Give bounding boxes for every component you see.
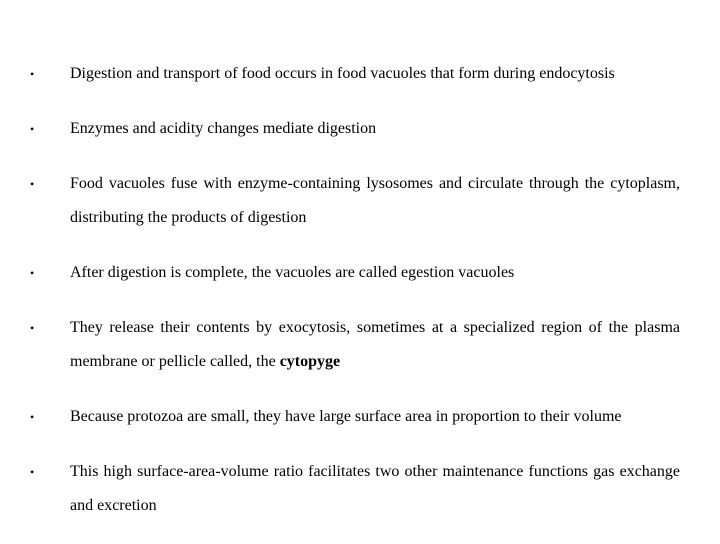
bullet-text: This high surface-area-volume ratio facilitates two other maintenance functions gas exchange and excretion: [70, 463, 680, 514]
list-item: [30, 256, 680, 290]
bullet-text: Food vacuoles fuse with enzyme-containing lysosomes and circulate through the cytoplasm, distributing the products of digestion: [70, 175, 680, 226]
bullet-icon: •: [30, 410, 35, 424]
bullet-text: Enzymes and acidity changes mediate digestion: [70, 120, 377, 137]
list-item: [30, 455, 680, 523]
bullet-icon: •: [30, 465, 35, 479]
bullet-icon: •: [30, 122, 35, 136]
bullet-icon: •: [30, 321, 35, 335]
list-item: [30, 311, 680, 379]
bullet-icon: •: [30, 177, 35, 191]
bullet-icon: •: [30, 67, 35, 81]
bullet-text: Because protozoa are small, they have large surface area in proportion to their volume: [70, 408, 622, 425]
list-item: [30, 400, 680, 434]
bullet-text: After digestion is complete, the vacuoles are called egestion vacuoles: [70, 264, 515, 281]
list-item: [30, 57, 680, 91]
list-item: [30, 112, 680, 146]
cytopyge-term: cytopyge: [279, 353, 341, 370]
bullet-list: [30, 57, 680, 544]
bullet-text-plain: They release their contents by exocytosis, sometimes at a specialized region of the plasma membrane or pellicle called, the: [70, 319, 680, 370]
bullet-text: Digestion and transport of food occurs in food vacuoles that form during endocytosis: [70, 65, 615, 82]
bullet-text: [70, 319, 680, 370]
bullet-icon: •: [30, 266, 35, 280]
list-item: [30, 167, 680, 235]
